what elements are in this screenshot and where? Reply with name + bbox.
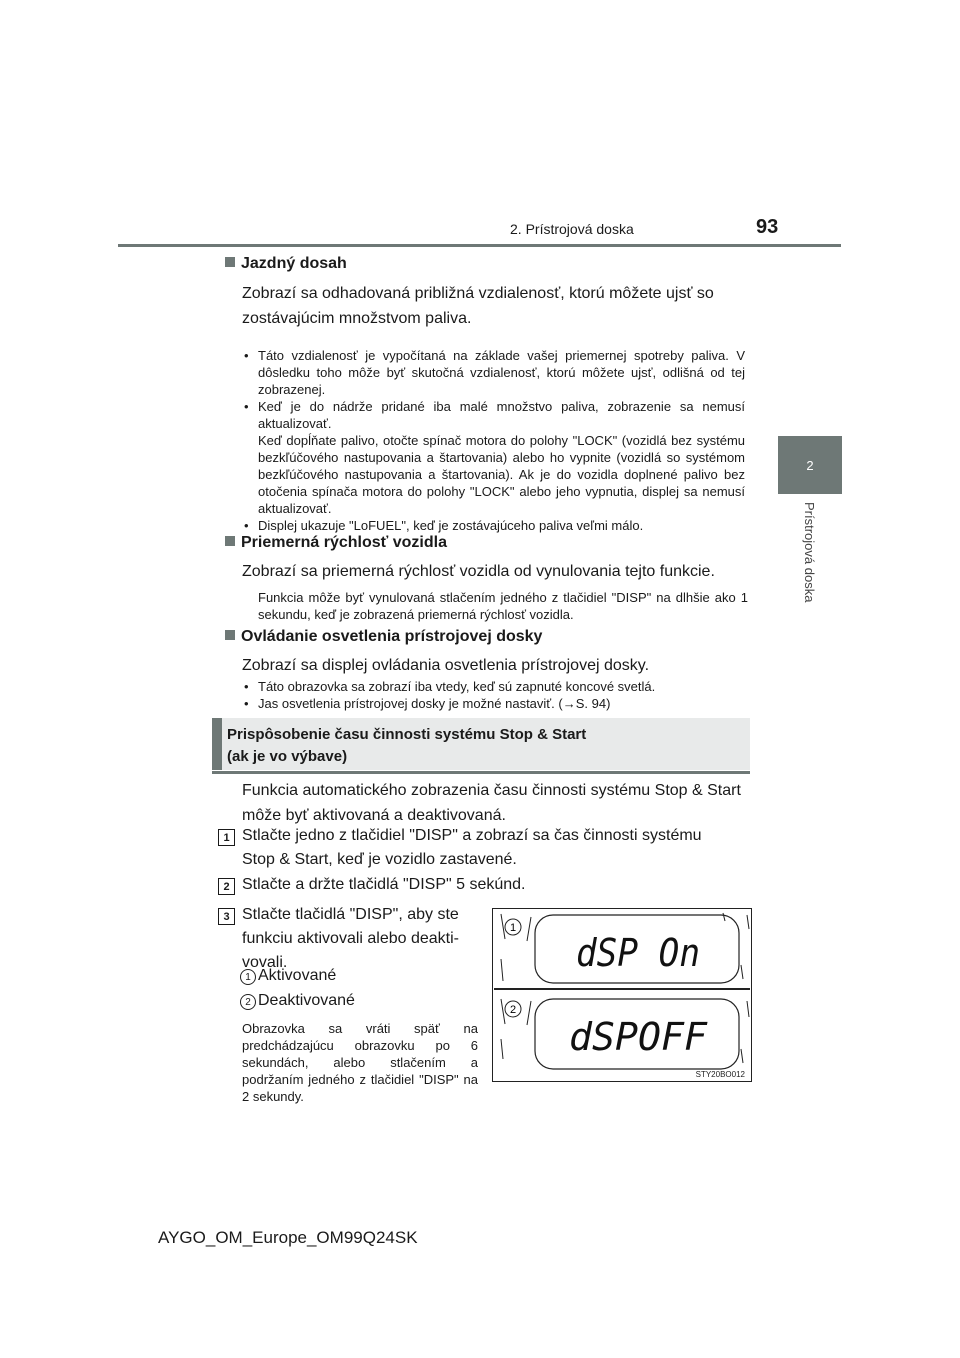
- intro-text: Funkcia automatického zobrazenia času činnosti systému Stop & Start môže byť aktivovaná a deaktivovaná.: [242, 782, 741, 824]
- list-item: • Táto obrazovka sa zobrazí iba vtedy, keď sú zapnuté koncové svetlá.: [240, 678, 745, 695]
- list-item: • Táto vzdialenosť je vypočítaná na základe vašej priemernej spotreby paliva. V dôsledku toho môže byť skutočná vzdialenosť, ktorú môžete ujsť, odlišná od tej zobrazenej.: [240, 347, 745, 398]
- step-number-1: 1: [218, 829, 235, 846]
- section-heading-lighting: Ovládanie osvetlenia prístrojovej dosky: [225, 628, 542, 646]
- list-item: • Jas osvetlenia prístrojovej dosky je možné nastaviť. (→S. 94): [240, 695, 745, 712]
- step-number-2: 2: [218, 878, 235, 895]
- list-item: • Displej ukazuje "LoFUEL", keď je zostávajúceho paliva veľmi málo.: [240, 517, 745, 534]
- list-item-continuation: Keď dopĺňate palivo, otočte spínač motora do polohy "LOCK" (vozidlá bez systému bezkľúčového nastupovania a štartovania) alebo ho vypnite (vozidlá so systémom bezkľúčového nastupovania a štartovania). Ak je do vozidla doplnené palivo bez otočenia spínača motora do polohy "LOCK" alebo jeho vypnutia, displej sa nemusí aktualizovať.: [258, 433, 745, 516]
- page-number: 93: [756, 216, 779, 238]
- display-illustration-svg: [493, 909, 751, 1081]
- step-3-text: Stlačte tlačidlá "DISP", aby ste funkciu aktivovali alebo deakti- vovali.: [242, 906, 460, 971]
- running-header: 2. Prístrojová doska: [510, 221, 634, 237]
- subsection-title: Prispôsobenie času činnosti systému Stop & Start (ak je vo výbave): [227, 726, 587, 765]
- figure-code: STY20BO012: [695, 1070, 745, 1079]
- display-illustration: [492, 908, 752, 1082]
- square-bullet-icon: [225, 630, 235, 640]
- range-text: Zobrazí sa odhadovaná približná vzdialenosť, ktorú môžete ujsť so zostávajúcim množstvom paliva.: [242, 285, 714, 327]
- figure-callout-1: 1: [509, 922, 517, 934]
- callout-2: 2: [240, 994, 256, 1010]
- square-bullet-icon: [225, 257, 235, 267]
- lighting-text: Zobrazí sa displej ovládania osvetlenia prístrojovej dosky.: [242, 657, 650, 674]
- chapter-tab-number: 2: [806, 457, 814, 473]
- document-id: AYGO_OM_Europe_OM99Q24SK: [158, 1228, 418, 1247]
- speed-note: Funkcia môže byť vynulovaná stlačením jedného z tlačidiel "DISP" na dlhšie ako 1 sekundu, keď je zobrazená priemerná rýchlosť vozidla.: [258, 590, 748, 622]
- display-on-readout: dSP On: [576, 931, 700, 975]
- square-bullet-icon: [225, 536, 235, 546]
- step-number-3: 3: [218, 908, 235, 925]
- callout-1: 1: [240, 969, 256, 985]
- step-3-note: Obrazovka sa vráti späť na predchádzajúcu obrazovku po 6 sekundách, alebo stlačením a podržaním jedného z tlačidiel "DISP" na 2 sekundy.: [242, 1021, 478, 1104]
- chapter-tab-label: Prístrojová doska: [802, 502, 817, 603]
- figure-callout-2: 2: [509, 1004, 517, 1016]
- list-item: • Keď je do nádrže pridané iba malé množstvo paliva, zobrazenie sa nemusí aktualizovať.: [240, 398, 745, 432]
- section-heading-speed: Priemerná rýchlosť vozidla: [225, 534, 447, 552]
- header-rule: [118, 244, 841, 247]
- option-activated: Aktivované: [258, 967, 337, 984]
- range-bullets: [240, 347, 745, 534]
- option-deactivated: Deaktivované: [258, 992, 355, 1009]
- step-2-text: Stlačte a držte tlačidlá "DISP" 5 sekúnd.: [242, 876, 526, 893]
- section-heading-range: Jazdný dosah: [225, 255, 347, 273]
- display-off-readout: dSPOFF: [569, 1015, 709, 1059]
- lighting-bullets: [240, 678, 745, 712]
- speed-text: Zobrazí sa priemerná rýchlosť vozidla od vynulovania tejto funkcie.: [242, 563, 715, 580]
- subsection-box-bar: [212, 718, 222, 770]
- step-1-text: Stlačte jedno z tlačidiel "DISP" a zobrazí sa čas činnosti systému Stop & Start, keď je vozidlo zastavené.: [242, 827, 702, 868]
- subsection-rule: [212, 771, 750, 774]
